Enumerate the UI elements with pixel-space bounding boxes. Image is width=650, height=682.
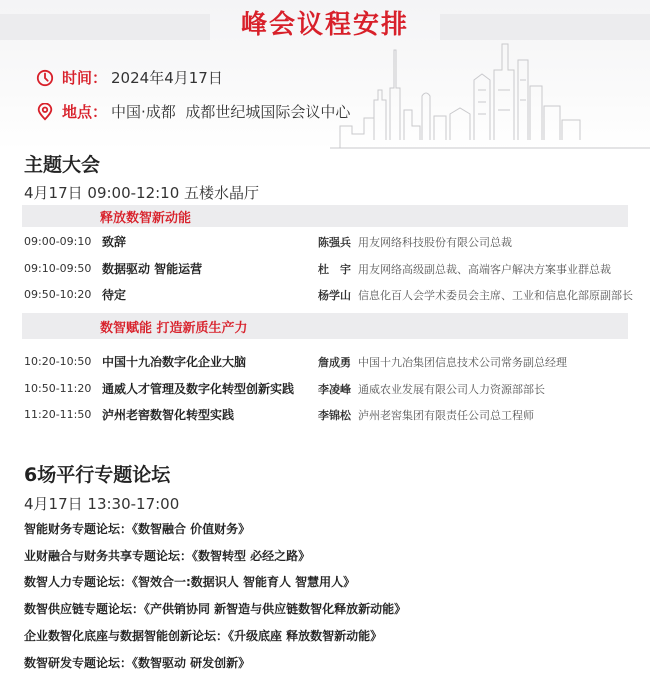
agenda-time: 10:50-11:20 xyxy=(24,382,92,395)
forum-item: 数智人力专题论坛：《智效合一:数据识人 智能育人 智慧用人》 xyxy=(24,575,356,589)
agenda-topic: 通威人才管理及数字化转型创新实践 xyxy=(102,382,295,396)
session-band xyxy=(22,205,628,227)
session-band xyxy=(22,313,628,339)
agenda-speaker: 陈强兵 xyxy=(318,236,351,249)
session-band-title: 释放数智新动能 xyxy=(100,211,192,226)
session-band-title: 数智赋能 打造新质生产力 xyxy=(100,321,248,336)
agenda-row xyxy=(24,285,633,305)
agenda-row xyxy=(24,232,628,252)
agenda-row xyxy=(24,379,628,399)
agenda-topic: 泸州老窖数智化转型实践 xyxy=(102,408,235,422)
location-pin-icon xyxy=(36,103,54,121)
forum-item: 业财融合与财务共享专题论坛：《数智转型 必经之路》 xyxy=(24,549,311,563)
forum-item: 企业数智化底座与数据智能创新论坛：《升级底座 释放数智新动能》 xyxy=(24,629,383,643)
agenda-time: 11:20-11:50 xyxy=(24,408,92,421)
agenda-time: 10:20-10:50 xyxy=(24,355,92,368)
agenda-row xyxy=(24,259,628,279)
agenda-speaker: 李凌峰 xyxy=(318,383,351,396)
main-forum-subtitle: 4月17日 09:00-12:10 五楼水晶厅 xyxy=(24,184,260,202)
agenda-time: 09:50-10:20 xyxy=(24,288,92,301)
forum-item: 智能财务专题论坛：《数智融合 价值财务》 xyxy=(24,522,251,536)
agenda-time: 09:00-09:10 xyxy=(24,235,92,248)
agenda-speaker-role: 通威农业发展有限公司人力资源部部长 xyxy=(358,383,545,396)
agenda-speaker: 杨学山 xyxy=(318,289,351,302)
agenda-time: 09:10-09:50 xyxy=(24,262,92,275)
place-value: 中国·成都 成都世纪城国际会议中心 xyxy=(111,103,351,121)
city-skyline-illustration xyxy=(330,30,650,150)
agenda-speaker: 李锦松 xyxy=(318,409,351,422)
agenda-speaker-role: 中国十九冶集团信息技术公司常务副总经理 xyxy=(358,356,567,369)
agenda-speaker-role: 信息化百人会学术委员会主席、工业和信息化部原副部长 xyxy=(358,289,633,302)
header-background xyxy=(0,0,650,150)
forum-item: 数智供应链专题论坛：《产供销协同 新智造与供应链数智化释放新动能》 xyxy=(24,602,407,616)
agenda-topic: 致辞 xyxy=(102,235,127,249)
place-info xyxy=(36,101,350,122)
parallel-forums-subtitle: 4月17日 13:30-17:00 xyxy=(24,495,180,513)
agenda-speaker-role: 泸州老窖集团有限责任公司总工程师 xyxy=(358,409,534,422)
clock-icon xyxy=(36,69,54,87)
agenda-topic: 中国十九冶数字化企业大脑 xyxy=(102,355,247,369)
time-value: 2024年4月17日 xyxy=(111,69,223,87)
page-title: 峰会议程安排 xyxy=(240,10,409,40)
agenda-speaker-role: 用友网络高级副总裁、高端客户解决方案事业群总裁 xyxy=(358,263,611,276)
main-forum-title: 主题大会 xyxy=(24,154,101,176)
agenda-topic: 数据驱动 智能运营 xyxy=(102,262,203,276)
forum-item: 数智研发专题论坛：《数智驱动 研发创新》 xyxy=(24,656,251,670)
place-label: 地点： xyxy=(62,103,108,121)
parallel-forums-title: 6场平行专题论坛 xyxy=(24,464,171,486)
agenda-speaker-role: 用友网络科技股份有限公司总裁 xyxy=(358,236,512,249)
time-label: 时间： xyxy=(62,69,108,87)
agenda-row xyxy=(24,405,628,425)
agenda-row xyxy=(24,352,628,372)
agenda-speaker: 杜 宇 xyxy=(318,263,351,276)
agenda-speaker: 詹成勇 xyxy=(318,356,351,369)
time-info xyxy=(36,67,223,88)
agenda-topic: 待定 xyxy=(102,288,127,302)
